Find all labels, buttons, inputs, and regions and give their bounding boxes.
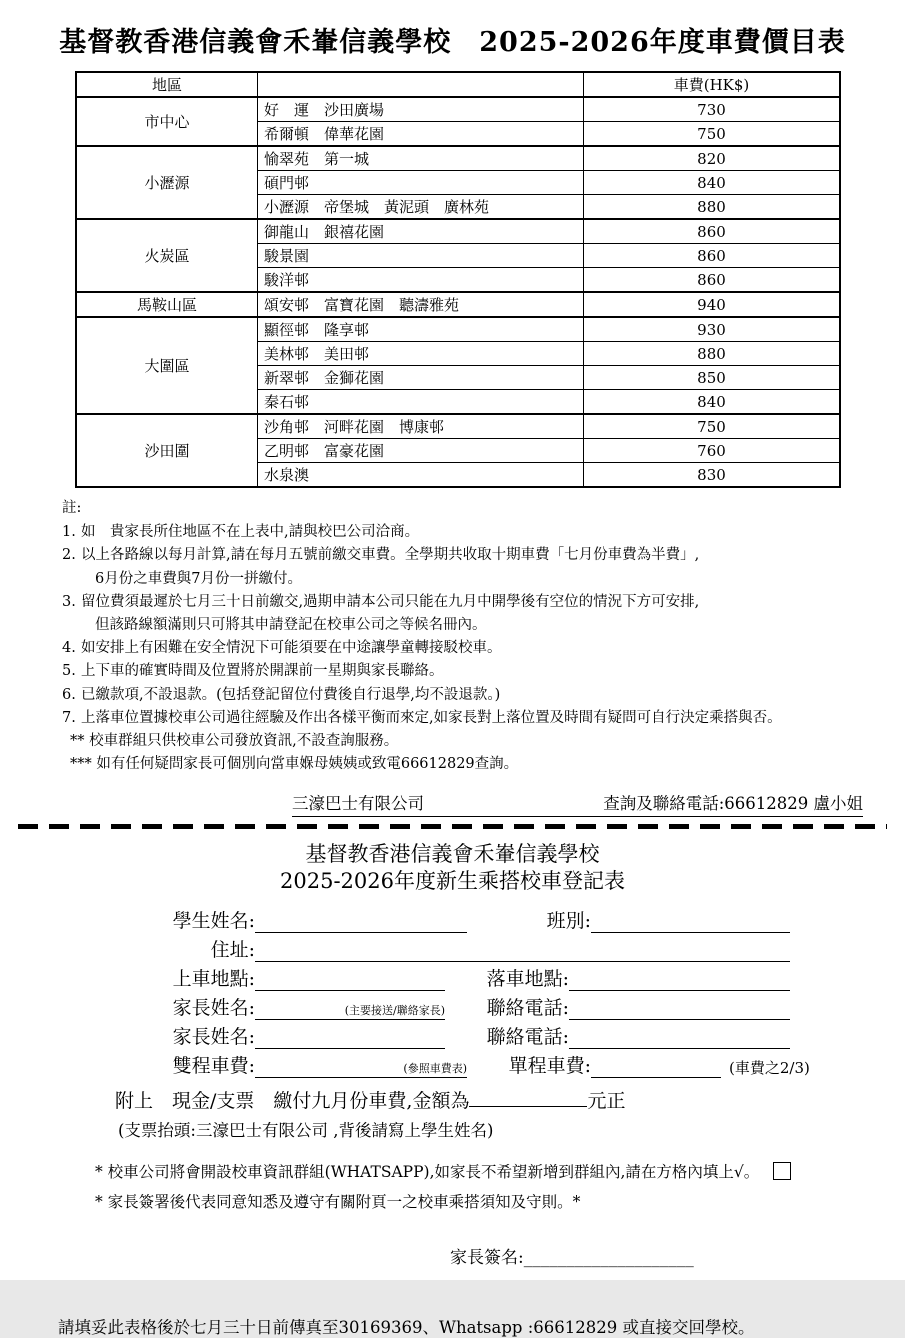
stops-cell: 希爾頓 偉華花園 bbox=[258, 122, 584, 147]
note-text: 已繳款項,不設退款。(包括登記留位付費後自行退學,均不設退款。) bbox=[81, 686, 501, 703]
boarding-point-field bbox=[255, 961, 445, 991]
form-row-address bbox=[115, 933, 790, 962]
whatsapp-optout-checkbox bbox=[773, 1162, 791, 1180]
page-title: 基督教香港信義會禾輋信義學校 2025-2026年度車費價目表 bbox=[59, 27, 846, 58]
stops-cell: 秦石邨 bbox=[258, 390, 584, 415]
fare-cell: 830 bbox=[584, 463, 841, 488]
single-trip-fare-field bbox=[591, 1048, 721, 1078]
registration-form bbox=[0, 904, 905, 1338]
fare-cell: 880 bbox=[584, 342, 841, 366]
address-field bbox=[255, 932, 790, 962]
form-row-fares bbox=[115, 1049, 810, 1078]
parent1-name-field bbox=[255, 990, 445, 1020]
phone2-label: 聯絡電話: bbox=[486, 1025, 569, 1048]
fare-column-header: 車費(HK$) bbox=[584, 72, 841, 97]
form-title-line1: 基督教香港信義會禾輋信義學校 bbox=[305, 842, 600, 867]
district-cell: 小瀝源 bbox=[76, 146, 258, 219]
fare-cell: 840 bbox=[584, 171, 841, 195]
stops-cell: 小瀝源 帝堡城 黃泥頭 廣林苑 bbox=[258, 195, 584, 220]
district-cell: 火炭區 bbox=[76, 219, 258, 292]
form-title-line2: 2025-2026年度新生乘搭校車登記表 bbox=[280, 868, 625, 893]
amount-field bbox=[469, 1086, 587, 1107]
district-cell: 沙田圍 bbox=[76, 414, 258, 487]
fare-cell: 940 bbox=[584, 292, 841, 317]
student-name-label: 學生姓名: bbox=[172, 909, 255, 932]
star-notes-list bbox=[62, 730, 905, 776]
form-row-student bbox=[115, 904, 790, 933]
signature-line: 家長簽名:____________________ bbox=[450, 1248, 694, 1269]
cheque-note: (支票抬頭:三濠巴士有限公司 ,背後請寫上學生姓名) bbox=[118, 1120, 494, 1140]
alighting-point-label: 落車地點: bbox=[486, 967, 569, 990]
phone1-label: 聯絡電話: bbox=[486, 996, 569, 1019]
note-text: 上落車位置據校車公司過往經驗及作出各樣平衡而來定,如家長對上落位置及時間有疑問可自行決定乘搭與否。 bbox=[81, 709, 782, 726]
district-cell: 馬鞍山區 bbox=[76, 292, 258, 317]
district-cell: 大圍區 bbox=[76, 317, 258, 414]
note-text: 如 貴家長所住地區不在上表中,請與校巴公司洽商。 bbox=[81, 524, 420, 541]
stops-cell: 駿景園 bbox=[258, 244, 584, 268]
company-line bbox=[292, 790, 863, 817]
class-field bbox=[591, 903, 790, 933]
stops-cell: 駿洋邨 bbox=[258, 268, 584, 293]
note-item bbox=[62, 707, 905, 730]
note-number: 3. bbox=[62, 593, 76, 610]
note-item bbox=[62, 637, 905, 660]
single-trip-hint: (車費之2/3) bbox=[729, 1058, 810, 1077]
notes-list bbox=[62, 521, 905, 730]
stops-cell: 碩門邨 bbox=[258, 171, 584, 195]
whatsapp-note-line bbox=[95, 1157, 905, 1187]
fare-table bbox=[75, 71, 841, 488]
note-text: 如安排上有困難在安全情況下可能須要在中途讓學童轉接駁校車。 bbox=[81, 640, 502, 657]
note-item bbox=[62, 591, 905, 637]
contact-info: 查詢及聯絡電話:66612829 盧小姐 bbox=[603, 794, 863, 814]
phone1-field bbox=[569, 990, 790, 1020]
form-title bbox=[0, 841, 905, 894]
form-star-notes bbox=[95, 1157, 905, 1217]
note-text: 以上各路線以每月計算,請在每月五號前繳交車費。全學期共收取十期車費「七月份車費為半費」, 6月份之車費與7月份一拼繳付。 bbox=[81, 547, 700, 587]
round-trip-hint: (參照車費表) bbox=[403, 1062, 467, 1076]
student-name-field bbox=[255, 903, 467, 933]
phone2-field bbox=[569, 1019, 790, 1049]
form-row-parent1 bbox=[115, 991, 790, 1020]
fare-cell: 820 bbox=[584, 146, 841, 171]
fare-cell: 880 bbox=[584, 195, 841, 220]
fare-cell: 860 bbox=[584, 244, 841, 268]
payment-suffix: 元正 bbox=[587, 1089, 626, 1112]
fare-cell: 930 bbox=[584, 317, 841, 342]
district-cell: 市中心 bbox=[76, 97, 258, 146]
district-column-header: 地區 bbox=[76, 72, 258, 97]
stops-cell: 愉翠苑 第一城 bbox=[258, 146, 584, 171]
form-row-locations bbox=[115, 962, 790, 991]
note-text: 上下車的確實時間及位置將於開課前一星期與家長聯絡。 bbox=[81, 663, 444, 680]
single-trip-fare-label: 單程車費: bbox=[508, 1054, 591, 1077]
company-name: 三濠巴士有限公司 bbox=[292, 794, 424, 814]
table-header-row bbox=[76, 72, 840, 97]
stops-cell: 乙明邨 富豪花園 bbox=[258, 439, 584, 463]
parent1-name-label: 家長姓名: bbox=[172, 996, 255, 1019]
payment-line bbox=[115, 1086, 905, 1113]
note-item bbox=[62, 544, 905, 590]
note-number: 5. bbox=[62, 663, 76, 680]
parent1-hint: (主要接送/聯絡家長) bbox=[344, 1004, 445, 1018]
form-row-parent2 bbox=[115, 1020, 790, 1049]
fare-cell: 750 bbox=[584, 122, 841, 147]
stops-column-header bbox=[258, 72, 584, 97]
note-number: 2. bbox=[62, 547, 76, 564]
stops-cell: 沙角邨 河畔花園 博康邨 bbox=[258, 414, 584, 439]
fare-cell: 860 bbox=[584, 268, 841, 293]
parent2-name-field bbox=[255, 1019, 445, 1049]
note-number: 1. bbox=[62, 524, 76, 541]
parent2-name-label: 家長姓名: bbox=[172, 1025, 255, 1048]
fare-table-body bbox=[76, 97, 840, 487]
table-row bbox=[76, 97, 840, 122]
table-row bbox=[76, 317, 840, 342]
submission-note: 請填妥此表格後於七月三十日前傳真至30169369、Whatsapp :66612829 或直接交回學校。 bbox=[58, 1318, 755, 1338]
stops-cell: 御龍山 銀禧花園 bbox=[258, 219, 584, 244]
cut-line bbox=[18, 824, 887, 829]
stops-cell: 水泉澳 bbox=[258, 463, 584, 488]
star-note: ** 校車群組只供校車公司發放資訊,不設查詢服務。 bbox=[70, 732, 399, 749]
round-trip-fare-label: 雙程車費: bbox=[172, 1054, 255, 1077]
note-item bbox=[62, 521, 905, 544]
whatsapp-note: * 校車公司將會開設校車資訊群組(WHATSAPP),如家長不希望新增到群組內,請在方格內填上√。 bbox=[95, 1162, 760, 1181]
fare-cell: 730 bbox=[584, 97, 841, 122]
class-label: 班別: bbox=[546, 909, 591, 932]
round-trip-fare-field bbox=[255, 1048, 467, 1078]
payment-text: 附上 現金/支票 繳付九月份車費,金額為 bbox=[115, 1089, 470, 1112]
stops-cell: 顯徑邨 隆享邨 bbox=[258, 317, 584, 342]
note-number: 7. bbox=[62, 709, 76, 726]
address-label: 住址: bbox=[210, 938, 255, 961]
stops-cell: 新翠邨 金獅花園 bbox=[258, 366, 584, 390]
note-number: 4. bbox=[62, 640, 76, 657]
note-item bbox=[62, 684, 905, 707]
table-row bbox=[76, 292, 840, 317]
note-number: 6. bbox=[62, 686, 76, 703]
notes-section bbox=[62, 497, 905, 776]
fare-cell: 850 bbox=[584, 366, 841, 390]
notes-label: 註: bbox=[62, 500, 82, 516]
stops-cell: 頌安邨 富寶花園 聽濤雅苑 bbox=[258, 292, 584, 317]
agreement-note: * 家長簽署後代表同意知悉及遵守有關附頁一之校車乘搭須知及守則。* bbox=[95, 1192, 581, 1211]
table-row bbox=[76, 414, 840, 439]
fare-cell: 840 bbox=[584, 390, 841, 415]
stops-cell: 美林邨 美田邨 bbox=[258, 342, 584, 366]
note-text: 留位費須最遲於七月三十日前繳交,過期申請本公司只能在九月中開學後有空位的情況下方可安排, 但該路線額滿則只可將其申請登記在校車公司之等候名冊內。 bbox=[81, 593, 700, 633]
fare-cell: 760 bbox=[584, 439, 841, 463]
table-row bbox=[76, 146, 840, 171]
star-note: *** 如有任何疑問家長可個別向當車媬母姨姨或致電66612829查詢。 bbox=[70, 756, 519, 773]
fare-cell: 750 bbox=[584, 414, 841, 439]
fare-cell: 860 bbox=[584, 219, 841, 244]
boarding-point-label: 上車地點: bbox=[172, 967, 255, 990]
alighting-point-field bbox=[569, 961, 790, 991]
note-item bbox=[62, 660, 905, 683]
stops-cell: 好 運 沙田廣場 bbox=[258, 97, 584, 122]
table-row bbox=[76, 219, 840, 244]
